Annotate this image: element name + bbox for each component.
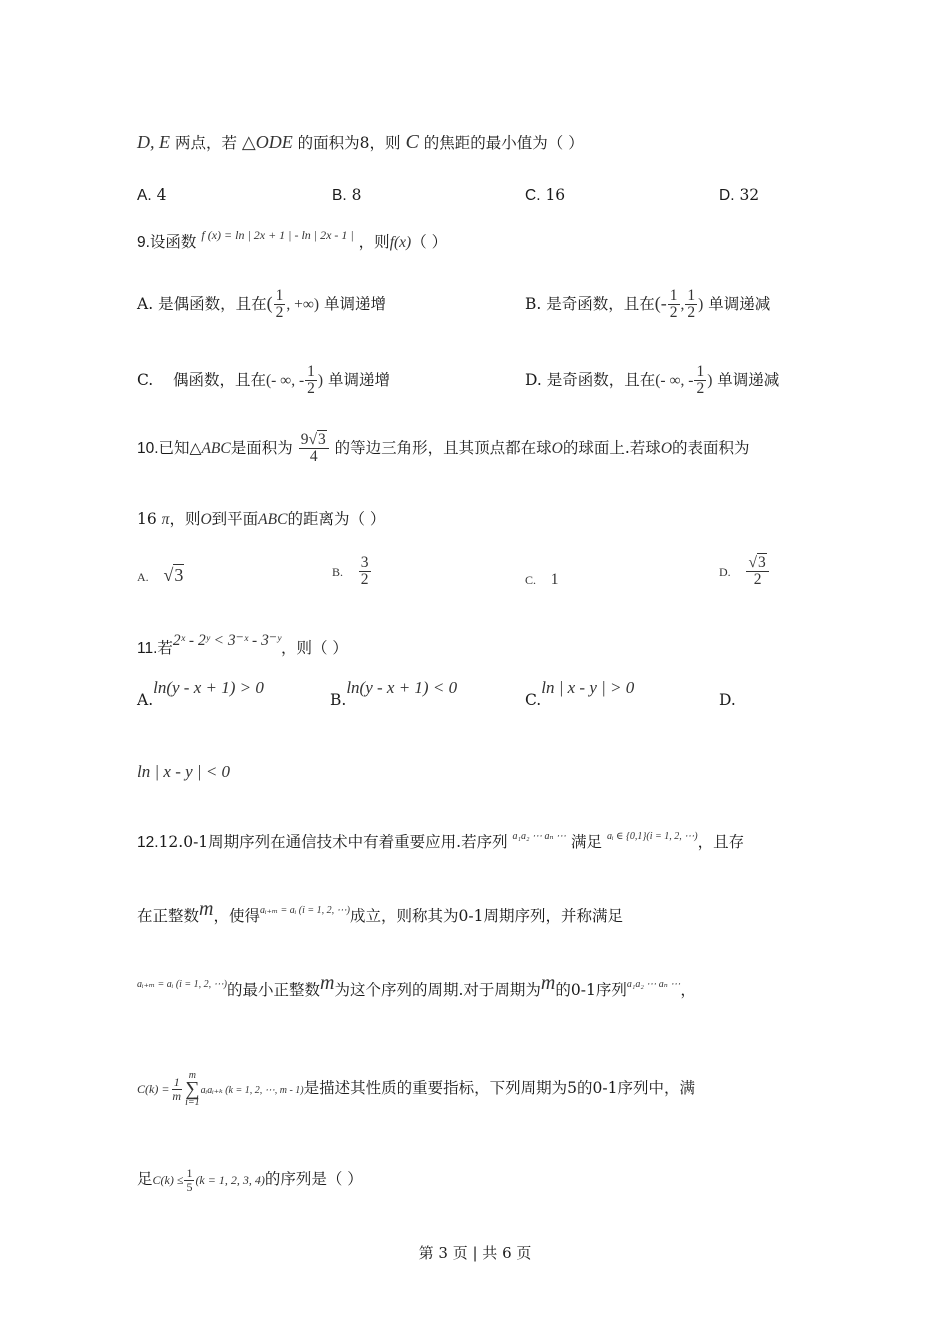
q9-option-d: D. 是奇函数，且在(- ∞, - $\frac{1}{2}$ ) 单调递减 bbox=[525, 363, 780, 398]
q12-line5: 足C(k) ≤ $\frac{1}{5}$ (k = 1, 2, 3, 4)的序列是（ ） bbox=[137, 1165, 363, 1194]
q12-line4: C(k) = $\frac{1}{m}$ m ∑ i=1 aᵢaᵢ₊ₖ (k = 1, 2, ⋯, m - 1)是描述其性质的重要指标，下列周期为5的0-1序列中，满 bbox=[137, 1070, 695, 1108]
q12-seq: a₁a₂ ⋯ aₙ ⋯ bbox=[512, 831, 567, 842]
q8-text-1: 两点，若 bbox=[174, 134, 237, 152]
q8-option-a: A. 4 bbox=[137, 186, 167, 204]
q12-cond: aᵢ ∈ {0,1}(i = 1, 2, ⋯) bbox=[606, 831, 698, 842]
q9-option-c: C. 偶函数，且在(- ∞, - $\frac{1}{2}$ ) 单调递增 bbox=[137, 363, 391, 398]
q10-option-c: C. 1 bbox=[525, 571, 559, 588]
q12-line3: $^{aᵢ_{+m} = aᵢ (i = 1, 2, \cdots)}$的最小正整数m为这个序列的周期.对于周期为m的0-1序列$^{a_1a_2 \cdots a_n \cdots}$， bbox=[137, 972, 696, 999]
q10-option-a: A. √3 bbox=[137, 565, 184, 585]
q11-stem: 11.若2ˣ - 2ʸ < 3⁻ˣ - 3⁻ʸ，则（ ） bbox=[137, 632, 348, 657]
q8-stem-tail bbox=[137, 130, 584, 155]
q9-option-a: A. 是偶函数，且在( $\frac{1}{2}$ , +∞) 单调递增 bbox=[137, 287, 386, 322]
page-footer: 第 3 页 | 共 6 页 bbox=[418, 1244, 532, 1262]
q11-inequality: 2ˣ - 2ʸ < 3⁻ˣ - 3⁻ʸ bbox=[172, 632, 281, 649]
q8-curve-c: C bbox=[405, 131, 419, 153]
q12-period-eq: aᵢ₊ₘ = aᵢ (i = 1, 2, ⋯) bbox=[259, 905, 350, 916]
q9-option-b: B. 是奇函数，且在(- $\frac{1}{2}$ , $\frac{1}{2}$ ) 单调递减 bbox=[525, 287, 771, 322]
q10-option-b: B. $\frac{3}{2}$ bbox=[332, 554, 369, 589]
q10-stem-line1: 10.已知△ABC是面积为 $\frac{9√3}{4}$ 的等边三角形，且其顶点都在球O的球面上.若球O的表面积为 bbox=[137, 431, 750, 466]
q8-text-2: 的面积为8，则 bbox=[297, 134, 401, 152]
q8-text-3: 的焦距的最小值为（ ） bbox=[423, 134, 584, 152]
q11-option-d-label: D. bbox=[719, 691, 736, 709]
q11-option-a: A.ln(y - x + 1) > 0 bbox=[137, 678, 264, 709]
q9-stem bbox=[137, 230, 447, 255]
q8-option-d: D. 32 bbox=[719, 186, 760, 204]
q10-stem-line2: 16 π，则O到平面ABC的距离为（ ） bbox=[137, 510, 386, 528]
q8-option-b: B. 8 bbox=[332, 186, 362, 204]
q9-paren: （ ） bbox=[411, 233, 448, 251]
q9-stem-pre: 9.设函数 bbox=[137, 234, 197, 251]
q12-line2: 在正整数m，使得$^{aᵢ_{+m} = aᵢ (i = 1, 2, \cdots)}$成立，则称其为0-1周期序列，并称满足 bbox=[137, 898, 623, 925]
q9-fx: f(x) bbox=[389, 234, 412, 251]
q11-option-d-value: ln | x - y | < 0 bbox=[137, 762, 231, 781]
q9-stem-post: ，则 bbox=[358, 233, 390, 251]
q8-triangle: △ODE bbox=[241, 132, 293, 152]
q12-line1: 12.12.0-1周期序列在通信技术中有着重要应用.若序列 $^{a_1a_2 \cdots a_n \cdots}$ 满足 $^{aᵢ \in \{0,1\}(i = 1, 2, \cdots)}$，且存 bbox=[137, 831, 745, 851]
q11-option-c: C.ln | x - y | > 0 bbox=[525, 678, 635, 709]
q10-option-d: D. $\frac{√3}{2}$ bbox=[719, 555, 770, 589]
q8-option-c: C. 16 bbox=[525, 186, 566, 204]
q11-option-b: B.ln(y - x + 1) < 0 bbox=[330, 678, 458, 709]
q8-points: D, E bbox=[137, 132, 170, 152]
q9-function: f (x) = ln | 2x + 1 | - ln | 2x - 1 | bbox=[201, 228, 354, 242]
